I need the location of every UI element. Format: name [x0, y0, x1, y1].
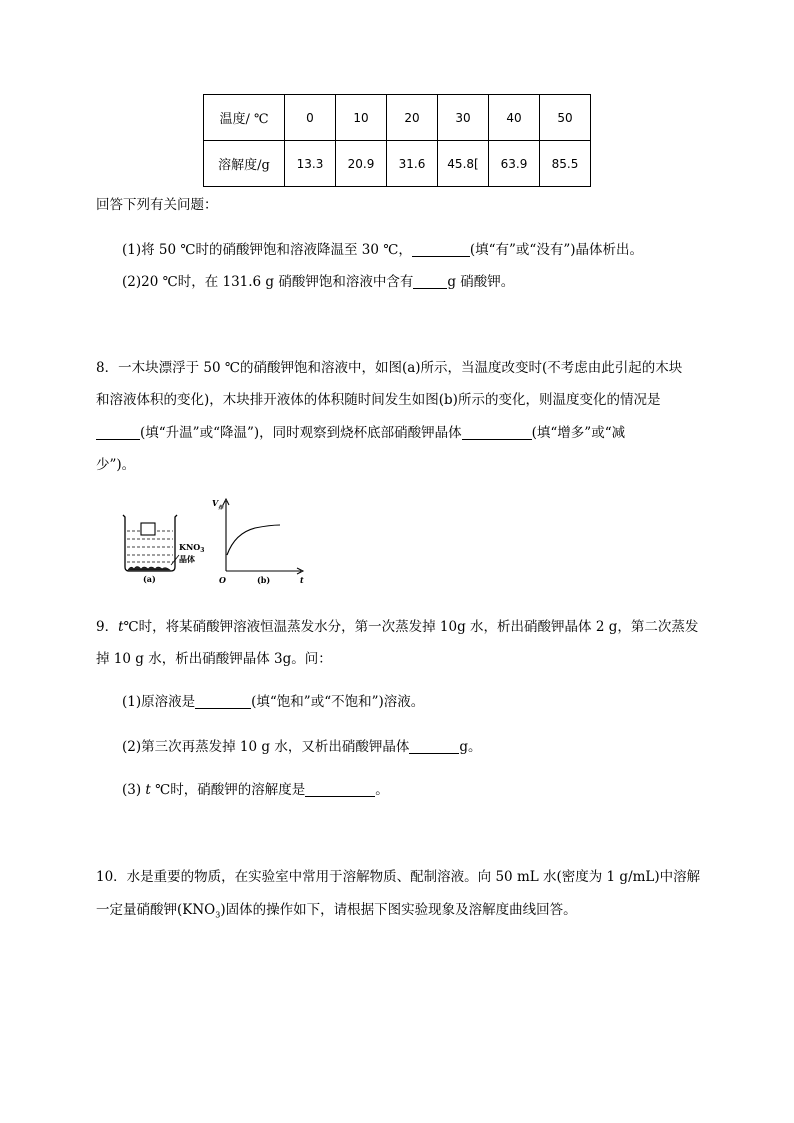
table-header-solubility: 溶解度/g: [204, 141, 285, 187]
q7-part2-text-b: g 硝酸钾。: [447, 274, 515, 290]
table-cell: 45.8[: [438, 141, 489, 187]
q10-line1: 10．水是重要的物质，在实验室中常用于溶解物质、配制溶液。向 50 mL 水(密度为 1 g/mL)中溶解: [96, 869, 701, 885]
q8-line2: 和溶液体积的变化)，木块排开液体的体积随时间发生如图(b)所示的变化，则温度变化的情况是: [96, 392, 661, 408]
q10-subscript: 3: [215, 910, 221, 920]
q9-line1-text: ℃时，将某硝酸钾溶液恒温蒸发水分，第一次蒸发掉 10g 水，析出硝酸钾晶体 2 g，第二次蒸发: [123, 619, 699, 635]
origin-label: O: [219, 575, 226, 585]
q8-line4: 少”)。: [96, 457, 136, 473]
table-header-temperature: 温度/ ℃: [204, 95, 285, 141]
beaker-diagram: [123, 515, 179, 571]
q7-intro: 回答下列有关问题：: [96, 197, 218, 213]
q8-line3: [96, 421, 625, 441]
table-cell: 85.5: [540, 141, 591, 187]
table-cell: 13.3: [285, 141, 336, 187]
answer-blank[interactable]: [412, 242, 470, 257]
t-axis-label: t: [300, 575, 304, 585]
q9-line2: 掉 10 g 水，析出硝酸钾晶体 3g。问：: [96, 651, 332, 667]
q7-part2: [122, 270, 514, 290]
q7-part1-text-a: (1)将 50 ℃时的硝酸钾饱和溶液降温至 30 ℃，: [122, 242, 412, 258]
table-cell: 0: [285, 95, 336, 141]
answer-blank[interactable]: [195, 694, 251, 709]
v-axis-label: $V_排$: [212, 498, 224, 511]
figure-b-label: (b): [257, 575, 271, 585]
crystal-label: 晶体: [179, 554, 195, 564]
q9-part2-text-b: g。: [459, 739, 482, 755]
q9-number: 9．: [96, 619, 119, 635]
q8-line3-text-a: (填“升温”或“降温”)，同时观察到烧杯底部硝酸钾晶体: [140, 425, 462, 441]
q9-part2: [122, 735, 481, 755]
q9-part3-text-c: 。: [375, 782, 389, 798]
answer-blank[interactable]: [413, 274, 447, 289]
q9-line1: [96, 615, 698, 635]
q9-part2-text-a: (2)第三次再蒸发掉 10 g 水，又析出硝酸钾晶体: [122, 739, 410, 755]
q9-part3-text-a: (3): [122, 782, 146, 798]
q9-part1: [122, 690, 424, 710]
q10-line2-text-b: )固体的操作如下，请根据下图实验现象及溶解度曲线回答。: [220, 902, 577, 918]
table-row: [204, 95, 591, 141]
q9-t-symbol: t: [118, 619, 124, 635]
q8-figure: [115, 495, 315, 590]
table-cell: 30: [438, 95, 489, 141]
solubility-table: [203, 94, 591, 187]
crystal-shape: [128, 567, 170, 571]
answer-blank[interactable]: [462, 425, 532, 440]
kno3-label: $KNO_3$: [179, 542, 205, 554]
q9-part3-text-b: ℃时，硝酸钾的溶解度是: [150, 782, 306, 798]
table-cell: 31.6: [387, 141, 438, 187]
q10-line2: [96, 898, 577, 920]
table-cell: 10: [336, 95, 387, 141]
q9-part3: [122, 778, 389, 798]
answer-blank[interactable]: [96, 425, 140, 440]
wood-block: [141, 523, 155, 535]
table-cell: 50: [540, 95, 591, 141]
answer-blank[interactable]: [409, 739, 459, 754]
q7-part1: [122, 238, 643, 258]
figure-a-label: (a): [143, 574, 156, 584]
q9-part1-text-b: (填“饱和”或“不饱和”)溶液。: [251, 694, 425, 710]
q7-part2-text-a: (2)20 ℃时，在 131.6 g 硝酸钾饱和溶液中含有: [122, 274, 414, 290]
table-cell: 40: [489, 95, 540, 141]
answer-blank[interactable]: [305, 782, 375, 797]
volume-time-graph: [223, 499, 303, 574]
q9-part1-text-a: (1)原溶液是: [122, 694, 196, 710]
table-row: [204, 141, 591, 187]
q7-part1-text-b: (填“有”或“没有”)晶体析出。: [469, 242, 643, 258]
q8-line1: 8．一木块漂浮于 50 ℃的硝酸钾饱和溶液中，如图(a)所示，当温度改变时(不考虑由此引起的木块: [96, 360, 683, 376]
volume-curve: [227, 525, 280, 555]
table-cell: 63.9: [489, 141, 540, 187]
q10-line2-text-a: 一定量硝酸钾(KNO: [96, 902, 216, 918]
table-cell: 20: [387, 95, 438, 141]
q8-line3-text-b: (填“增多”或“减: [531, 425, 626, 441]
table-cell: 20.9: [336, 141, 387, 187]
q9-t-symbol: t: [145, 782, 151, 798]
